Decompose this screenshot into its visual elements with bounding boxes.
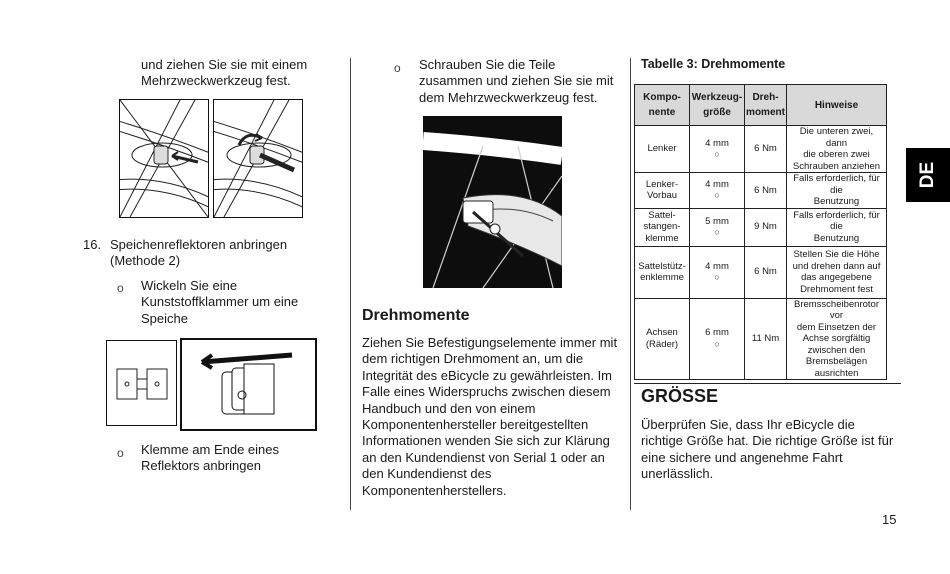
heading-groesse: GRÖSSE — [641, 386, 719, 406]
table-row — [635, 126, 887, 173]
figure-spoke-reflector-left — [119, 99, 209, 218]
table-row — [635, 246, 887, 298]
header-tool-size: Werkzeug- größe — [690, 85, 745, 126]
torque-paragraph: Ziehen Sie Befestigungselemente immer mit dem richtigen Drehmoment an, um die Integrität des eBicycle zu gewährleisten. Im Falle eines Widerspruchs zwischen diesem Handbuch und den von einem Komponentenhersteller bereitgestellten Informationen wenden Sie sich zur Klärung an den Kundendienst von Serial 1 oder an den Kundendienst des Komponentenherstellers. — [362, 335, 618, 498]
hex-key-icon: ○ — [714, 272, 720, 282]
cell-tool: 6 mm ○ — [690, 298, 745, 380]
bullet-wrap-clamp: Wickeln Sie eine Kunststoffklammer um eine Speiche — [141, 278, 299, 326]
column-divider-right — [630, 58, 631, 510]
language-tab-de: DE — [906, 148, 950, 202]
step-16-number: 16. — [83, 237, 102, 252]
bullet-screw-parts: Schrauben Sie die Teile zusammen und ziehen Sie sie mit dem Mehrzweckwerkzeug fest. — [419, 57, 614, 105]
figure-spoke-reflector-right — [213, 99, 303, 218]
size-paragraph: Überprüfen Sie, dass Ihr eBicycle die richtige Größe hat. Die richtige Größe ist für eine sichere und angenehme Fahrt unerlässlich. — [641, 417, 894, 482]
section-rule — [634, 383, 901, 384]
cell-tool: 4 mm ○ — [690, 173, 745, 209]
cell-torque: 6 Nm — [745, 246, 787, 298]
figure-tighten-reflector — [423, 116, 562, 288]
page-number: 15 — [882, 512, 897, 527]
torque-table — [634, 84, 887, 380]
cell-component: Achsen (Räder) — [635, 298, 690, 380]
cell-tool: 4 mm ○ — [690, 126, 745, 173]
table-header-row — [635, 85, 887, 126]
cell-note: Falls erforderlich, für die Benutzung — [787, 208, 887, 246]
cell-note: Bremsscheibenrotor vor dem Einsetzen der Achse sorgfältig zwischen den Bremsbelägen ausrichten — [787, 298, 887, 380]
hex-key-icon: ○ — [714, 338, 720, 349]
table-title: Tabelle 3: Drehmomente — [641, 57, 786, 71]
hex-key-icon: ○ — [714, 149, 720, 159]
cell-tool: 4 mm ○ — [690, 246, 745, 298]
heading-drehmomente: Drehmomente — [362, 307, 470, 324]
cell-torque: 6 Nm — [745, 173, 787, 209]
figure-clamp-small — [106, 340, 177, 426]
table-row — [635, 173, 887, 209]
cell-component: Lenker- Vorbau — [635, 173, 690, 209]
table-row — [635, 208, 887, 246]
cell-note: Die unteren zwei, dann die oberen zwei Schrauben anziehen — [787, 126, 887, 173]
bullet-marker: o — [117, 281, 124, 295]
column-divider-left — [350, 58, 351, 510]
cell-component: Sattelstütz- enklemme — [635, 246, 690, 298]
step-16-title: Speichenreflektoren anbringen (Methode 2) — [110, 237, 288, 269]
table-row — [635, 298, 887, 380]
hex-key-icon: ○ — [714, 190, 720, 201]
header-torque: Dreh- moment — [745, 85, 787, 126]
bullet-marker: o — [394, 61, 401, 75]
bullet-marker: o — [117, 446, 124, 460]
header-component: Kompo- nente — [635, 85, 690, 126]
cell-note: Falls erforderlich, für die Benutzung — [787, 173, 887, 209]
cell-component: Lenker — [635, 126, 690, 173]
cell-tool: 5 mm ○ — [690, 208, 745, 246]
hex-key-icon: ○ — [714, 227, 720, 237]
figure-clamp-large — [180, 338, 317, 431]
cell-component: Sattel- stangen- klemme — [635, 208, 690, 246]
bullet-attach-clamp: Klemme am Ende eines Reflektors anbringen — [141, 442, 280, 474]
cell-torque: 11 Nm — [745, 298, 787, 380]
cell-torque: 6 Nm — [745, 126, 787, 173]
cell-note: Stellen Sie die Höhe und drehen dann auf das angegebene Drehmoment fest — [787, 246, 887, 298]
cell-torque: 9 Nm — [745, 208, 787, 246]
header-notes: Hinweise — [787, 85, 887, 126]
intro-text: und ziehen Sie sie mit einem Mehrzweckwerkzeug fest. — [141, 57, 308, 89]
